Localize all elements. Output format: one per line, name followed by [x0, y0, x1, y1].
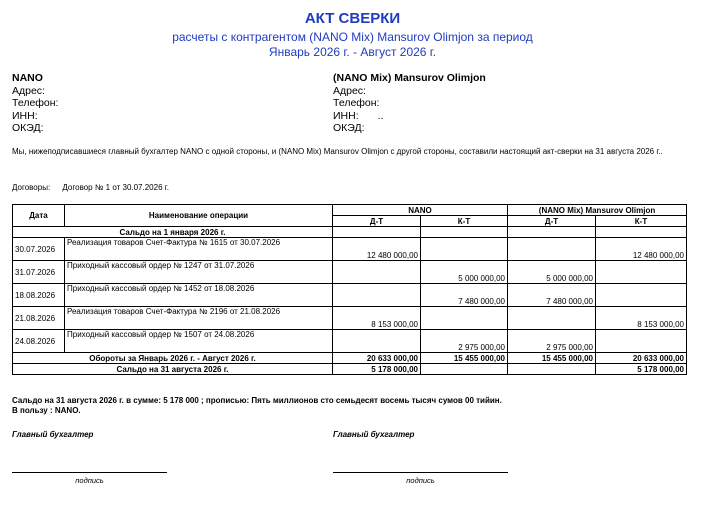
party-right-name: (NANO Mix) Mansurov Olimjon — [333, 72, 486, 84]
party-right-phone: Телефон: — [333, 97, 380, 109]
row-mix-debit: 7 480 000,00 — [508, 284, 596, 307]
signature-left-caption: подпись — [75, 476, 104, 485]
party-left-block — [12, 72, 58, 135]
turnover-nano-credit: 15 455 000,00 — [421, 353, 508, 364]
row-date: 21.08.2026 — [13, 307, 65, 330]
party-left-inn: ИНН: — [12, 109, 38, 122]
opening-mix-credit — [596, 227, 687, 238]
turnover-nano-debit: 20 633 000,00 — [333, 353, 421, 364]
row-date: 31.07.2026 — [13, 261, 65, 284]
contracts-label: Договоры: — [12, 183, 51, 192]
party-right-address: Адрес: — [333, 84, 366, 97]
closing-nano-credit — [421, 364, 508, 375]
row-nano-debit: 8 153 000,00 — [333, 307, 421, 330]
header-operation: Наименование операции — [65, 205, 333, 227]
row-nano-debit — [333, 261, 421, 284]
balance-summary-text: Сальдо на 31 августа 2026 г. в сумме: 5 178 000 ; прописью: Пять миллионов сто семьдесят восемь тысяч сумов 00 тийин. — [12, 396, 502, 405]
row-nano-credit: 7 480 000,00 — [421, 284, 508, 307]
row-nano-debit: 12 480 000,00 — [333, 238, 421, 261]
signature-right-line — [333, 472, 508, 473]
closing-balance-row — [13, 364, 687, 375]
row-mix-credit — [596, 261, 687, 284]
row-nano-credit — [421, 238, 508, 261]
row-date: 30.07.2026 — [13, 238, 65, 261]
header-date: Дата — [13, 205, 65, 227]
party-left-phone: Телефон: — [12, 97, 59, 109]
row-mix-credit — [596, 330, 687, 353]
turnover-mix-debit: 15 455 000,00 — [508, 353, 596, 364]
turnover-mix-credit: 20 633 000,00 — [596, 353, 687, 364]
party-right-inn: ИНН: — [333, 109, 359, 122]
header-mix-debit: Д-Т — [508, 216, 596, 227]
row-mix-debit — [508, 238, 596, 261]
party-left-okved: ОКЭД: — [12, 122, 44, 134]
reconciliation-table — [12, 204, 687, 375]
row-nano-credit: 2 975 000,00 — [421, 330, 508, 353]
opening-nano-debit — [333, 227, 421, 238]
row-nano-debit — [333, 284, 421, 307]
row-mix-debit: 2 975 000,00 — [508, 330, 596, 353]
document-subtitle-period: Январь 2026 г. - Август 2026 г. — [268, 45, 437, 59]
party-right-block — [333, 72, 486, 135]
turnover-row — [13, 353, 687, 364]
party-left-name: NANO — [12, 72, 43, 84]
contracts-value: Договор № 1 от 30.07.2026 г. — [62, 183, 169, 192]
signature-left-line — [12, 472, 167, 473]
row-mix-debit: 5 000 000,00 — [508, 261, 596, 284]
table-row — [13, 330, 687, 353]
party-right-okved: ОКЭД: — [333, 122, 365, 134]
balance-beneficiary: В пользу : NANO. — [12, 406, 81, 415]
opening-balance-label: Сальдо на 1 января 2026 г. — [13, 227, 333, 238]
table-row — [13, 284, 687, 307]
header-group-nano: NANO — [333, 205, 508, 216]
closing-balance-label: Сальдо на 31 августа 2026 г. — [13, 364, 333, 375]
row-mix-credit: 8 153 000,00 — [596, 307, 687, 330]
party-right-inn-row — [333, 110, 486, 123]
contracts-line — [12, 183, 169, 192]
opening-mix-debit — [508, 227, 596, 238]
row-operation: Приходный кассовый ордер № 1247 от 31.07.2026 — [65, 261, 333, 284]
row-mix-debit — [508, 307, 596, 330]
closing-mix-debit — [508, 364, 596, 375]
header-group-mix: (NANO Mix) Mansurov Olimjon — [508, 205, 687, 216]
party-left-address: Адрес: — [12, 84, 45, 97]
row-operation: Реализация товаров Счет-Фактура № 2196 от 21.08.2026 — [65, 307, 333, 330]
header-mix-credit: К-Т — [596, 216, 687, 227]
signature-right-title: Главный бухгалтер — [333, 430, 415, 439]
row-operation: Приходный кассовый ордер № 1452 от 18.08.2026 — [65, 284, 333, 307]
intro-paragraph: Мы, нижеподписавшиеся главный бухгалтер NANO с одной стороны, и (NANO Mix) Mansurov Olimjon с другой стороны, составили настоящий акт-сверки на 31 августа 2026 г.. — [12, 147, 663, 156]
row-mix-credit: 12 480 000,00 — [596, 238, 687, 261]
header-nano-credit: К-Т — [421, 216, 508, 227]
closing-mix-credit: 5 178 000,00 — [596, 364, 687, 375]
row-nano-credit — [421, 307, 508, 330]
signature-right-caption: подпись — [406, 476, 435, 485]
table-row — [13, 307, 687, 330]
turnover-label: Обороты за Январь 2026 г. - Август 2026 г. — [13, 353, 333, 364]
opening-balance-row — [13, 227, 687, 238]
document-title: АКТ СВЕРКИ — [304, 10, 401, 27]
document-subtitle-counterparty: расчеты с контрагентом (NANO Mix) Mansurov Olimjon за период — [172, 30, 533, 44]
header-nano-debit: Д-Т — [333, 216, 421, 227]
row-date: 24.08.2026 — [13, 330, 65, 353]
row-nano-credit: 5 000 000,00 — [421, 261, 508, 284]
table-row — [13, 238, 687, 261]
signature-left-title: Главный бухгалтер — [12, 430, 94, 439]
party-right-inn-value: .. — [377, 109, 384, 122]
row-nano-debit — [333, 330, 421, 353]
row-operation: Реализация товаров Счет-Фактура № 1615 от 30.07.2026 — [65, 238, 333, 261]
closing-nano-debit: 5 178 000,00 — [333, 364, 421, 375]
row-mix-credit — [596, 284, 687, 307]
table-row — [13, 261, 687, 284]
row-date: 18.08.2026 — [13, 284, 65, 307]
row-operation: Приходный кассовый ордер № 1507 от 24.08.2026 — [65, 330, 333, 353]
balance-summary — [12, 396, 502, 416]
opening-nano-credit — [421, 227, 508, 238]
